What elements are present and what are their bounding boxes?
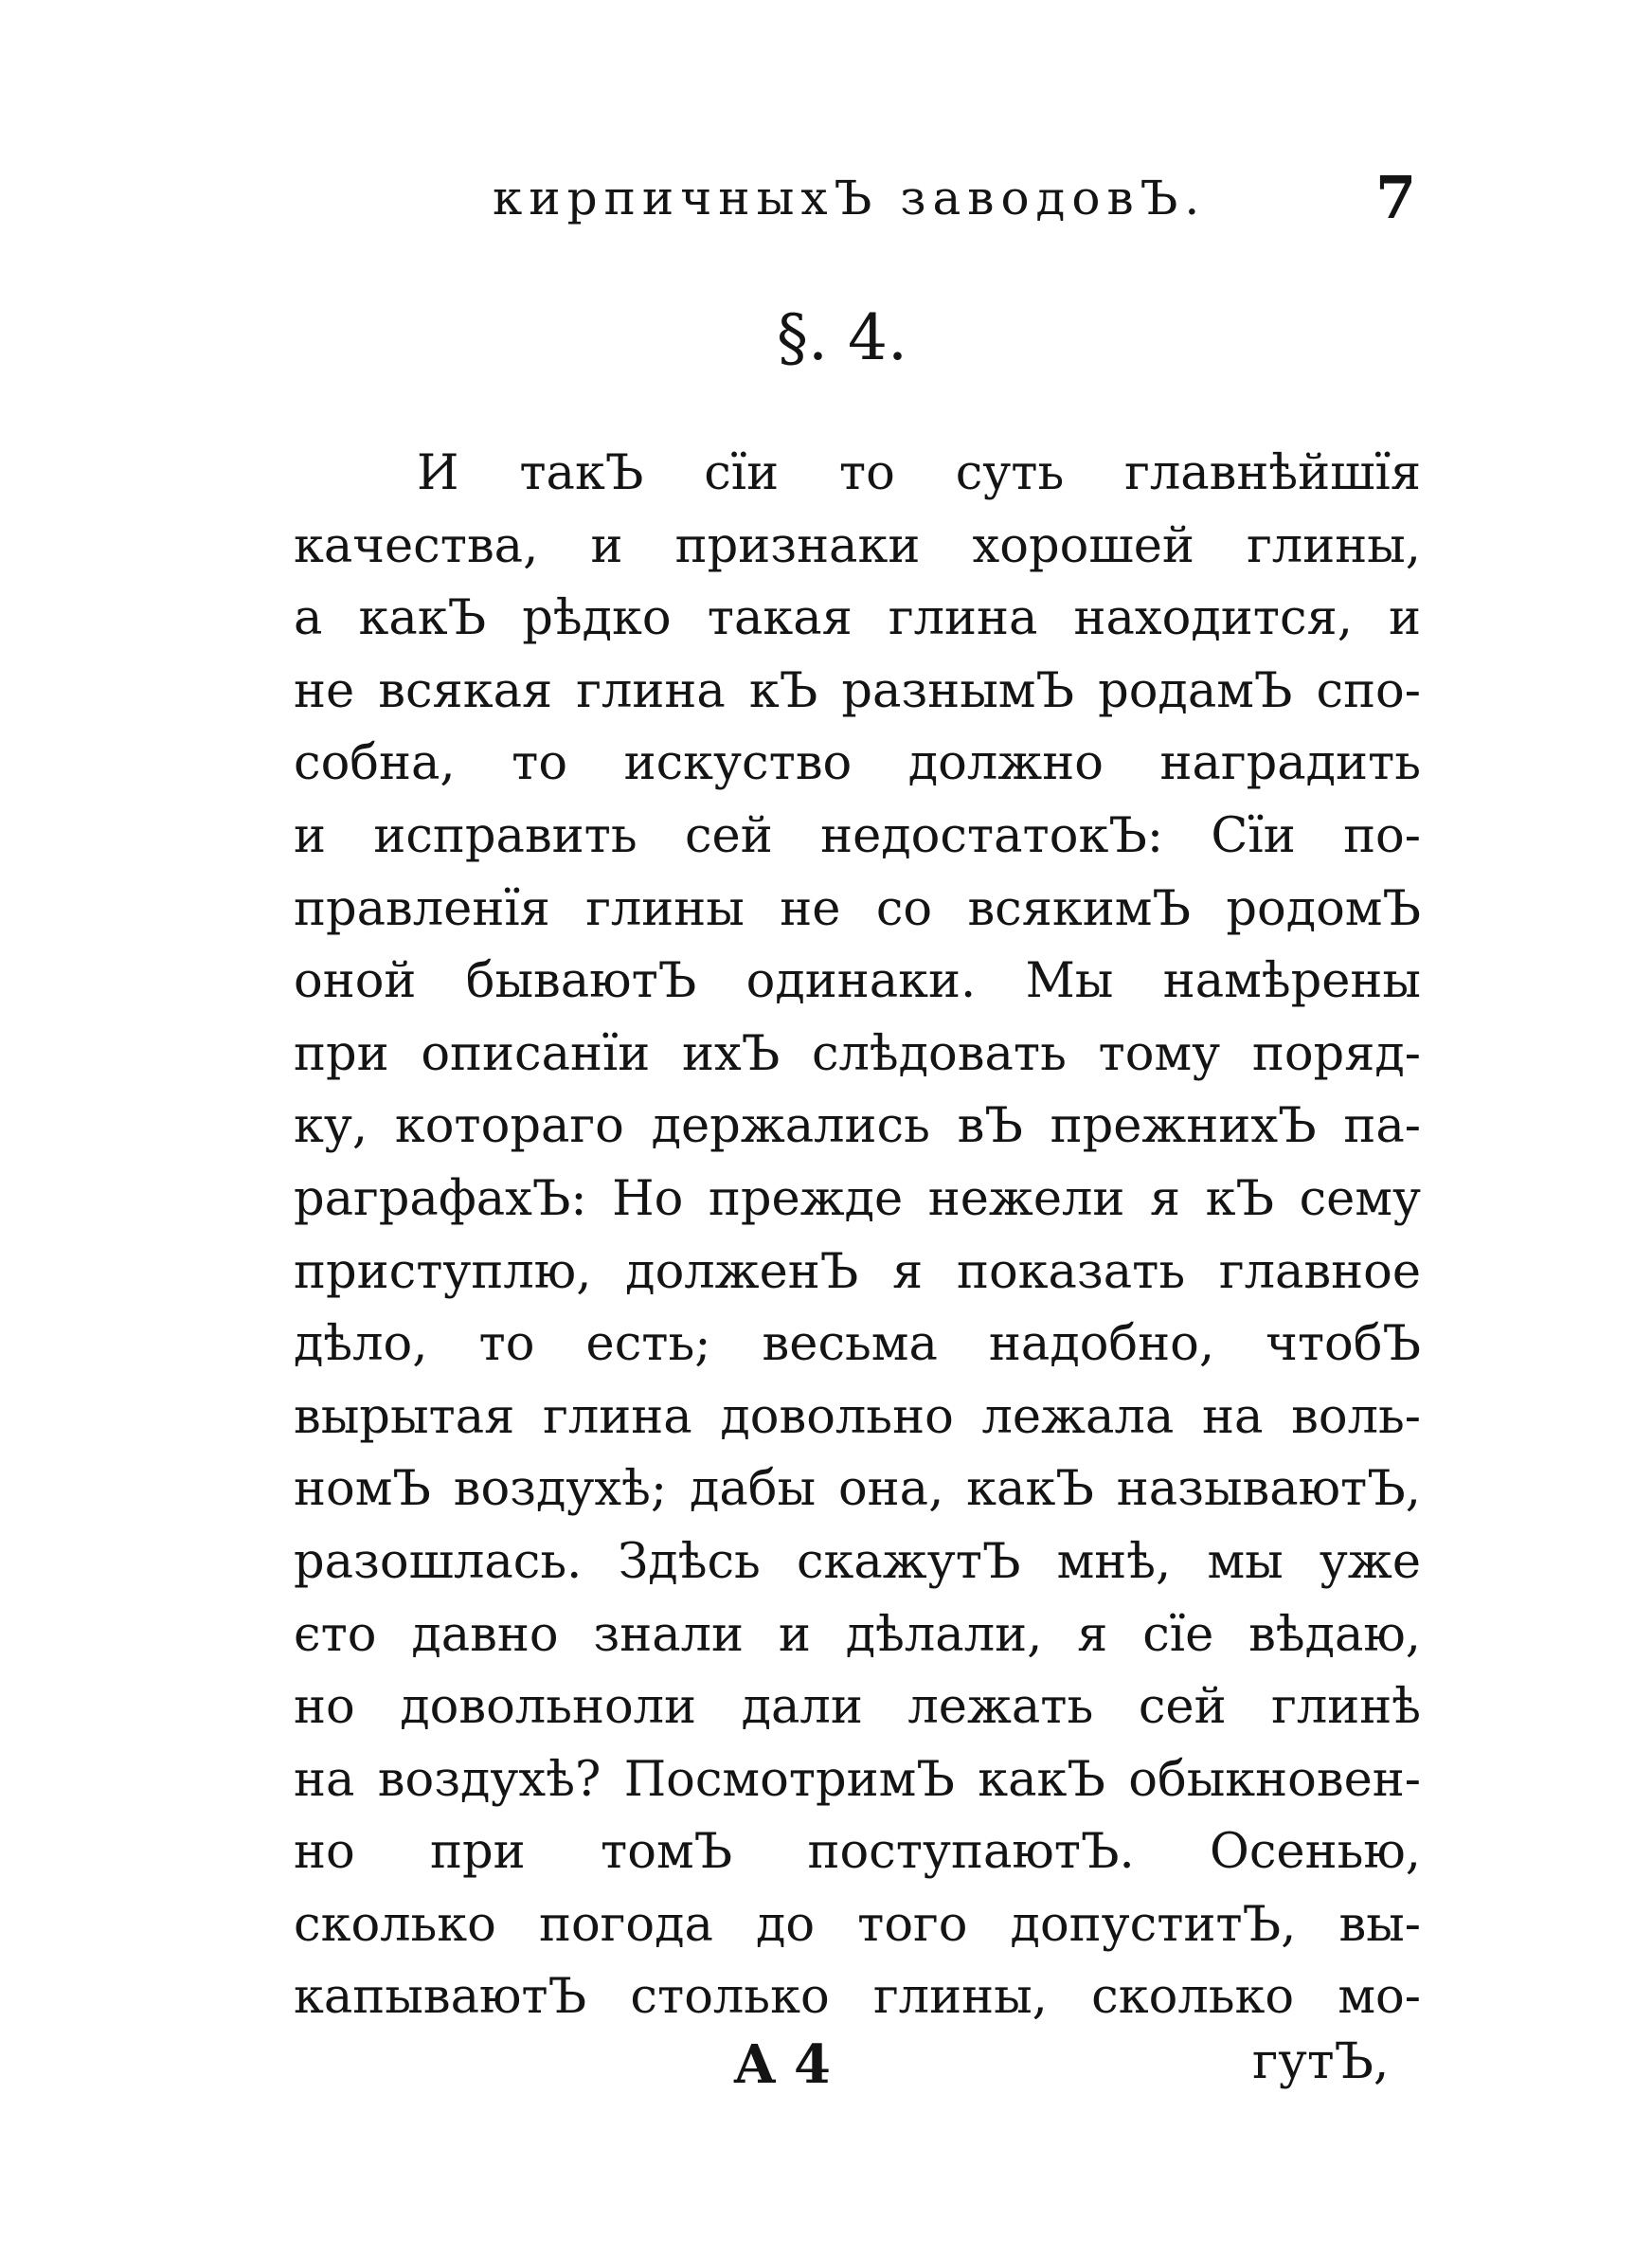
text-line: собна, то искуство должно наградить <box>294 735 1421 792</box>
text-line: номЪ воздухѣ; дабы она, какЪ называютЪ, <box>294 1461 1421 1518</box>
text-line: раграфахЪ: Но прежде нежели я кЪ сему <box>294 1170 1421 1227</box>
text-line: И такЪ сїи то суть главнѣйшїя <box>417 445 1421 501</box>
body-paragraph <box>294 438 1421 2034</box>
text-line: ку, котораго держались вЪ прежнихЪ па- <box>294 1098 1421 1155</box>
text-line: и исправить сей недостатокЪ: Сїи по- <box>294 807 1421 864</box>
text-line: єто давно знали и дѣлали, я сїе вѣдаю, <box>294 1606 1421 1663</box>
signature-mark: A 4 <box>734 2033 831 2096</box>
text-line: при описанїи ихЪ слѣдовать тому поряд- <box>294 1025 1421 1082</box>
text-line: а какЪ рѣдко такая глина находится, и <box>294 590 1421 647</box>
text-line: правленїя глины не со всякимЪ родомЪ <box>294 880 1421 937</box>
text-line: сколько погода до того допуститЪ, вы- <box>294 1896 1421 1953</box>
text-line: но довольноли дали лежать сей глинѣ <box>294 1679 1421 1736</box>
text-line: капываютЪ столько глины, сколько мо- <box>294 1969 1421 2026</box>
text-line: вырытая глина довольно лежала на воль- <box>294 1388 1421 1445</box>
section-heading: §. 4. <box>777 301 907 374</box>
running-head-title: кирпичныхЪ заводовЪ. <box>493 171 1207 226</box>
text-line: но при томЪ поступаютЪ. Осенью, <box>294 1824 1421 1881</box>
text-line: качества, и признаки хорошей глины, <box>294 517 1421 574</box>
text-line: приступлю, долженЪ я показать главное <box>294 1243 1421 1300</box>
text-line: на воздухѣ? ПосмотримЪ какЪ обыкновен- <box>294 1751 1421 1808</box>
page-number: 7 <box>1375 163 1417 232</box>
text-line: разошлась. Здѣсь скажутЪ мнѣ, мы уже <box>294 1533 1421 1590</box>
text-line: не всякая глина кЪ разнымЪ родамЪ спо- <box>294 662 1421 719</box>
catchword: гутЪ, <box>1252 2033 1390 2090</box>
text-line: дѣло, то есть; весьма надобно, чтобЪ <box>294 1316 1421 1373</box>
text-line: оной бываютЪ одинаки. Мы намѣрены <box>294 953 1421 1010</box>
